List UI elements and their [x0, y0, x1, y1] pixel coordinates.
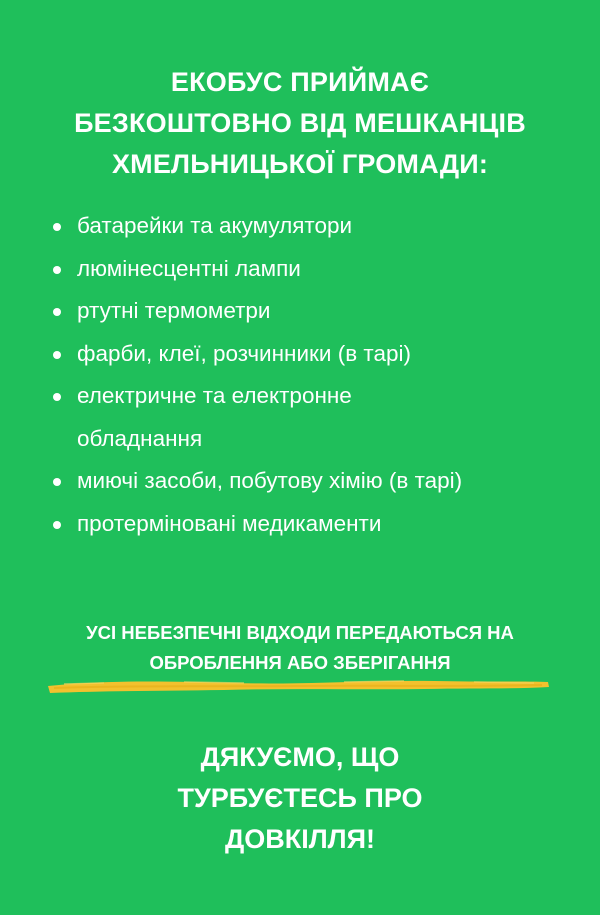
- list-item: [50, 503, 570, 546]
- list-item: [50, 290, 570, 333]
- bullet-icon: [53, 521, 61, 529]
- accepted-items-list: [50, 205, 570, 545]
- title-line-3: ХМЕЛЬНИЦЬКОЇ ГРОМАДИ:: [111, 149, 489, 179]
- notice-line-2: ОБРОБЛЕННЯ АБО ЗБЕРІГАННЯ: [149, 652, 451, 673]
- list-item: [50, 460, 570, 503]
- bullet-icon: [53, 351, 61, 359]
- list-item-text: електричне та електронне: [77, 383, 352, 408]
- title-line-2: БЕЗКОШТОВНО ВІД МЕШКАНЦІВ: [74, 108, 526, 138]
- hazardous-waste-notice: [0, 618, 600, 678]
- list-item-text: протерміновані медикаменти: [77, 510, 382, 536]
- list-item-text: люмінесцентні лампи: [77, 255, 301, 281]
- page-title: [0, 62, 600, 185]
- thank-you-message: [0, 737, 600, 860]
- list-item-text-continued: обладнання: [77, 425, 203, 451]
- bullet-icon: [53, 393, 61, 401]
- list-item: [50, 248, 570, 291]
- brush-underline: [44, 676, 552, 696]
- notice-line-1: УСІ НЕБЕЗПЕЧНІ ВІДХОДИ ПЕРЕДАЮТЬСЯ НА: [86, 622, 514, 643]
- list-item: [50, 205, 570, 248]
- title-line-1: ЕКОБУС ПРИЙМАЄ: [170, 67, 430, 97]
- bullet-icon: [53, 308, 61, 316]
- list-item-text: фарби, клеї, розчинники (в тарі): [77, 340, 411, 366]
- bullet-icon: [53, 478, 61, 486]
- thanks-line-3: ДОВКІЛЛЯ!: [224, 824, 375, 854]
- list-item-text: ртутні термометри: [77, 298, 271, 323]
- list-item: [50, 375, 570, 460]
- bullet-icon: [53, 223, 61, 231]
- thanks-line-2: ТУРБУЄТЕСЬ ПРО: [177, 783, 423, 813]
- list-item-text: миючі засоби, побутову хімію (в тарі): [77, 468, 463, 493]
- list-item-text: батарейки та акумулятори: [77, 213, 353, 238]
- list-item: [50, 333, 570, 376]
- thanks-line-1: ДЯКУЄМО, ЩО: [200, 742, 400, 772]
- bullet-icon: [53, 266, 61, 274]
